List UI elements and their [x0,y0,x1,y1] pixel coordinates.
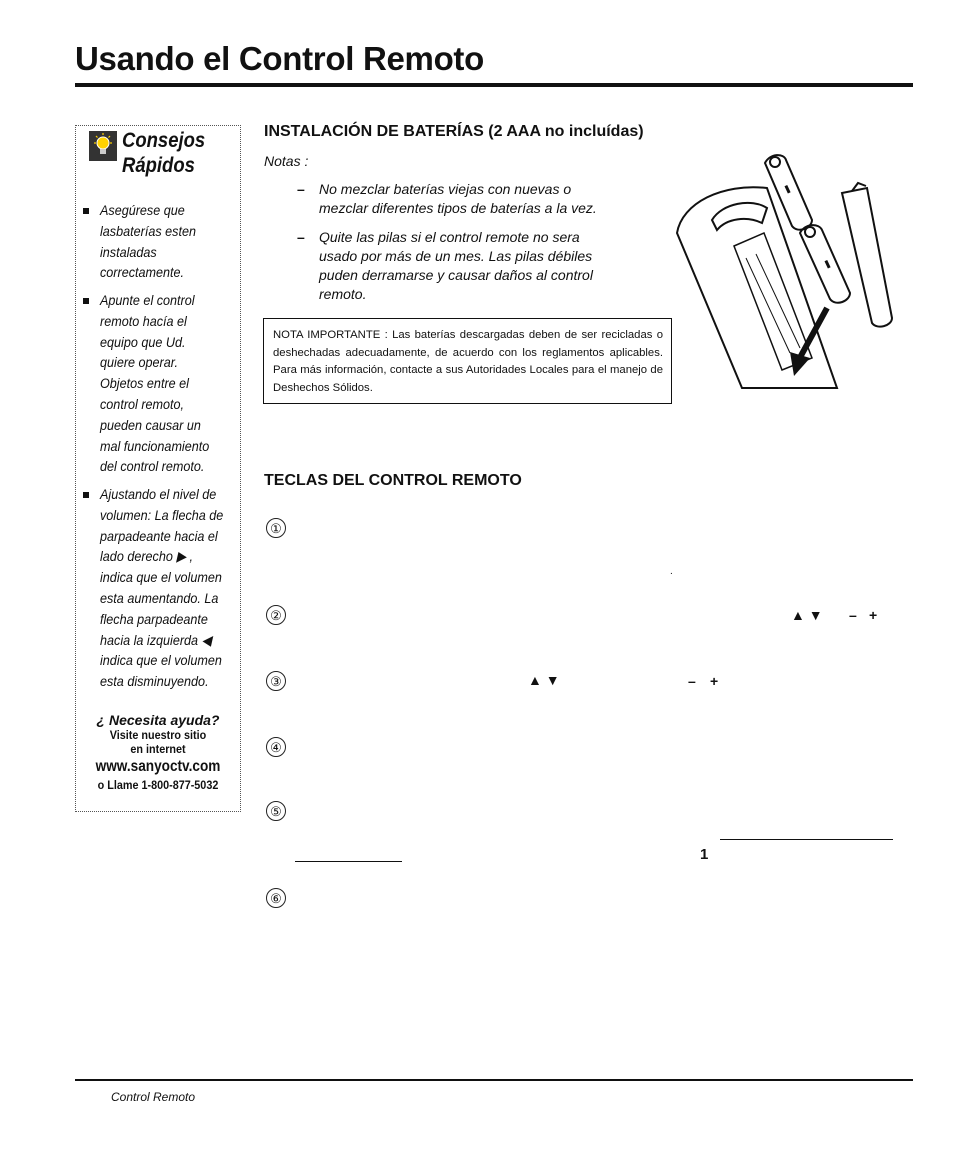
keys-heading: TECLAS DEL CONTROL REMOTO [264,472,522,489]
footer-label: Control Remoto [111,1090,196,1104]
minus-sign: – [688,673,696,689]
plus-sign: + [710,673,719,689]
note-dash: – [297,181,305,197]
help-line: en internet [130,742,186,756]
tip-1: Asegúrese que lasbaterías esten instaladas correctamente. [100,202,196,281]
bullet [83,208,89,214]
dot: . [670,566,673,577]
plus-sign: + [869,607,878,623]
bullet [83,492,89,498]
help-phone: o Llame 1-800-877-5032 [97,778,219,792]
key-number-1: ① [266,518,286,538]
footer-rule [75,1079,913,1081]
install-heading: INSTALACIÓN DE BATERÍAS (2 AAA no incluídas) [264,123,644,140]
notes-label: Notas : [264,153,309,169]
important-note-box: NOTA IMPORTANTE : Las baterías descargadas deben de ser recicladas o deshechadas adecuadamente, de acuerdo con los reglamentos aplicables. Para más información, contacte a sus Autoridades Locales para el manejo de Deshechos Sólidos. [263,318,672,404]
up-down-arrows: ▲ ▼ [528,672,560,688]
key-number-3: ③ [266,671,286,691]
number-one: 1 [700,846,709,863]
tips-title: Consejos Rápidos [122,129,206,177]
battery-installation-illustration [672,148,902,390]
tip-2: Apunte el control remoto hacía el equipo que Ud. quiere operar. Objetos entre el control remoto, pueden causar un mal funcionamiento del control remoto. [100,292,210,475]
website-link[interactable]: www.sanyoctv.com [95,758,221,775]
tip-3: Ajustando el nivel de volumen: La flecha de parpadeante hacia el lado derecho ▶ , indica que el volumen esta aumentando. La flecha parpadeante hacia la izquierda ◀ indica que el volumen esta disminuyendo. [100,486,224,690]
note-2: Quite las pilas si el control remote no sera usado por más de un mes. Las pilas débiles puden derramarse y causar daños al control remoto. [319,229,593,302]
key-number-6: ⑥ [266,888,286,908]
up-down-arrows: ▲ ▼ [791,607,823,623]
note-1: No mezclar baterías viejas con nuevas o mezclar diferentes tipos de baterías a la vez. [319,181,597,216]
lightbulb-icon [89,131,117,161]
key-number-5: ⑤ [266,801,286,821]
note-dash: – [297,229,305,245]
page-title: Usando el Control Remoto [75,40,484,77]
key-number-2: ② [266,605,286,625]
underline-rule [295,861,402,862]
help-block [78,712,238,792]
help-line: Visite nuestro sitio [109,728,207,742]
key-number-4: ④ [266,737,286,757]
title-rule [75,83,913,87]
underline-rule [720,839,893,840]
bullet [83,298,89,304]
help-question: ¿ Necesita ayuda? [96,712,220,728]
minus-sign: – [849,607,857,623]
